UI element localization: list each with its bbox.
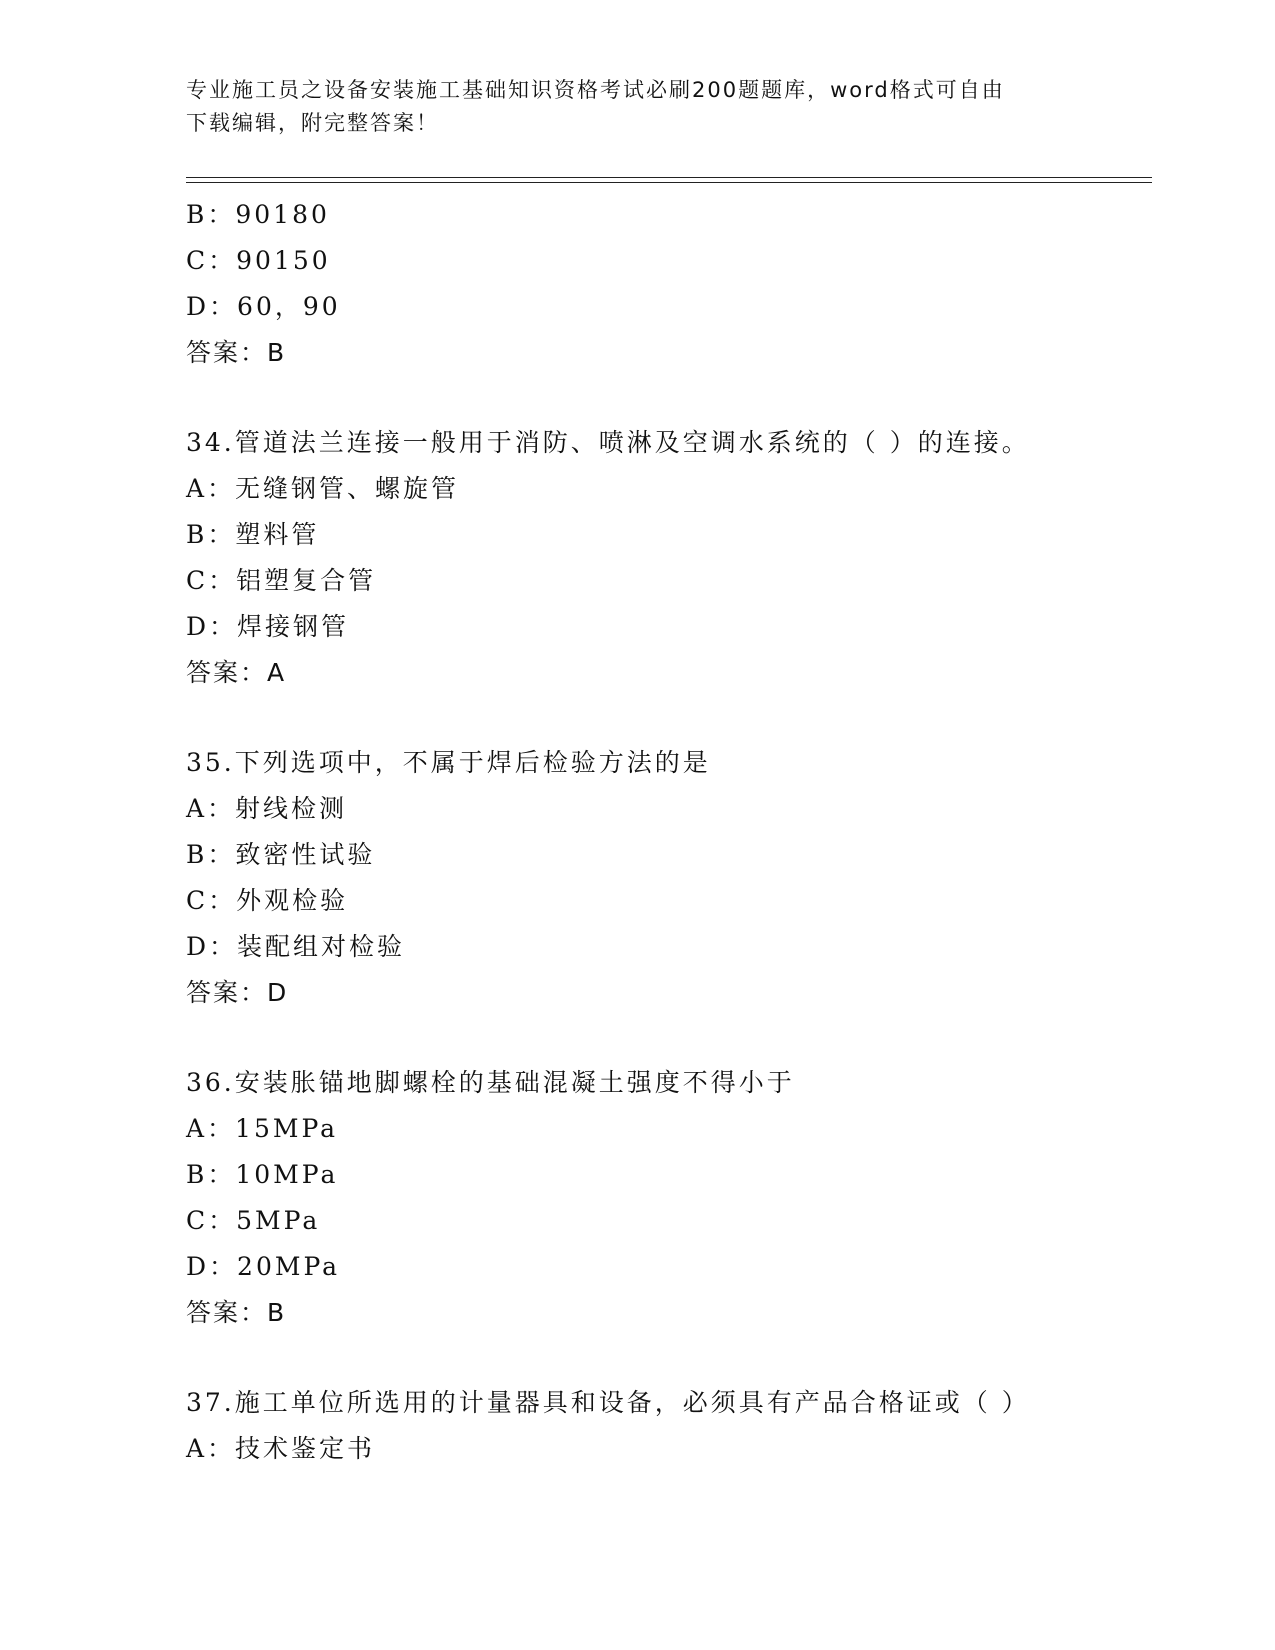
question-35 — [186, 740, 1152, 1016]
option-d: D：20MPa — [186, 1252, 341, 1281]
answer: 答案：B — [186, 1298, 287, 1327]
option-b: B：塑料管 — [186, 520, 320, 549]
option-b: B：10MPa — [186, 1160, 339, 1189]
option-c: C：90150 — [186, 246, 331, 275]
question-text: 35.下列选项中，不属于焊后检验方法的是 — [186, 748, 711, 777]
option-d: D：60，90 — [186, 292, 341, 321]
option-c: C：5MPa — [186, 1206, 321, 1235]
option-d: D：装配组对检验 — [186, 932, 406, 961]
question-37 — [186, 1380, 1152, 1472]
option-c: C：铝塑复合管 — [186, 566, 377, 595]
question-text: 34.管道法兰连接一般用于消防、喷淋及空调水系统的（ ）的连接。 — [186, 428, 1030, 457]
document-header — [186, 74, 1086, 140]
option-b: B：致密性试验 — [186, 840, 376, 869]
question-list — [186, 192, 1152, 1472]
option-c: C：外观检验 — [186, 886, 349, 915]
question-text: 36.安装胀锚地脚螺栓的基础混凝土强度不得小于 — [186, 1068, 795, 1097]
option-b: B：90180 — [186, 200, 330, 229]
option-a: A：15MPa — [186, 1114, 339, 1143]
option-a: A：射线检测 — [186, 794, 348, 823]
option-d: D：焊接钢管 — [186, 612, 350, 641]
answer: 答案：D — [186, 978, 289, 1007]
header-divider-top — [186, 177, 1152, 178]
header-title-line-2: 下载编辑，附完整答案！ — [186, 111, 439, 135]
option-a: A：无缝钢管、螺旋管 — [186, 474, 460, 503]
answer: 答案：A — [186, 658, 287, 687]
question-34 — [186, 420, 1152, 696]
header-divider-bottom — [186, 182, 1152, 183]
answer: 答案：B — [186, 338, 287, 367]
option-a: A：技术鉴定书 — [186, 1434, 376, 1463]
question-36 — [186, 1060, 1152, 1336]
question-text: 37.施工单位所选用的计量器具和设备，必须具有产品合格证或（ ） — [186, 1388, 1030, 1417]
header-title-line-1: 专业施工员之设备安装施工基础知识资格考试必刷200题题库，word格式可自由 — [186, 78, 1005, 102]
question-33-partial — [186, 192, 1152, 376]
